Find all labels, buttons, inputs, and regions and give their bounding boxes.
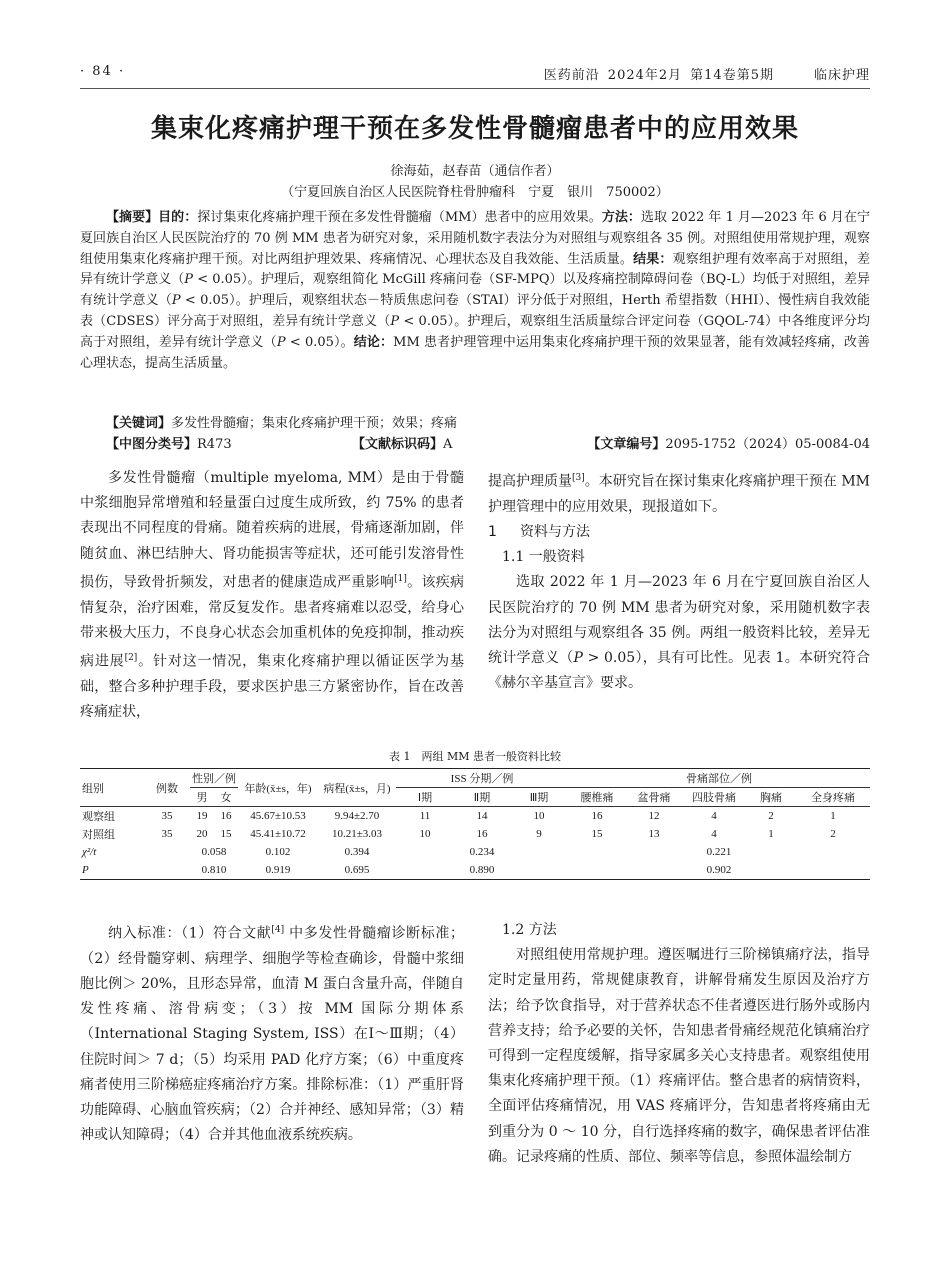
body-column-right	[488, 466, 870, 696]
volume-issue: 第14卷第5期	[690, 68, 774, 83]
intro-paragraph-cont: 提高护理质量[3]。本研究旨在探讨集束化疼痛护理干预在 MM 护理管理中的应用效果，现报道如下。	[488, 473, 870, 515]
objective-label: 目的：	[158, 210, 198, 225]
col-header: 胸痛	[746, 788, 796, 807]
col-header: Ⅱ期	[454, 788, 510, 807]
journal-name: 医药前沿	[543, 68, 600, 83]
article-number: 【文章编号】2095-1752（2024）05-0084-04	[587, 437, 870, 452]
article-authors: 徐海茹，赵春苗（通信作者）	[390, 164, 560, 179]
col-header: 例数	[144, 769, 190, 807]
col-header: Ⅲ期	[510, 788, 568, 807]
document-code: 【文献标识码】A	[352, 437, 453, 452]
method-label: 方法：	[601, 210, 641, 225]
intro-paragraph: 多发性骨髓瘤（multiple myeloma, MM）是由于骨髓中浆细胞异常增殖和轻量蛋白过度生成所致，约 75% 的患者表现出不同程度的骨痛。随着疾病的进展，骨痛逐渐加剧，伴随贫血、淋巴结肿大、肾功能损害等症状，还可能引发溶骨性损伤，导致骨折频发，对患者的健康造成严重影响[1]。该疾病情复杂，治疗困难，常反复发作。患者疼痛难以忍受，给身心带来极大压力，不良身心状态会加重机体的免疫抑制，推动疾病进展[2]。针对这一情况，集束化疼痛护理以循证医学为基础，整合多种护理手段，要求医护患三方紧密协作，旨在改善疼痛症状，	[80, 470, 465, 721]
abstract-method: 选取 2022 年 1 月—2023 年 6 月在宁夏回族自治区人民医院治疗的 70 例 MM 患者为研究对象，采用随机数字表法分为对照组与观察组各 35 例。对照组使用常规护理，观察组使用集束化疼痛护理干预。对比两组护理效果、疼痛情况、心理状态及自我效能、生活质量。	[80, 210, 870, 267]
abstract-conclusion: MM 患者护理管理中运用集束化疼痛护理干预的效果显著，能有效减轻疼痛，改善心理状态，提高生活质量。	[80, 334, 870, 371]
p-value-symbol: P	[390, 313, 400, 329]
article-title: 集束化疼痛护理干预在多发性骨髓瘤患者中的应用效果	[150, 114, 799, 144]
table-row: 对照组 35 20 15 45.41±10.72 10.21±3.03 10 16 9 15 13 4 1 2	[82, 828, 836, 841]
body-column-left	[80, 466, 464, 725]
abstract-result: 观察组护理有效率高于对照组，差异有统计学意义（	[80, 251, 870, 288]
subsection-heading: 1.2 方法	[502, 922, 557, 938]
p-value-symbol: P	[276, 334, 286, 350]
abstract-result: < 0.05）。护理后，观察组简化 McGill 疼痛问卷（SF-MPQ）以及疼痛控制障碍问卷（BQ-L）均低于对照组，差异有统计学意义（	[80, 272, 870, 309]
col-header: 性别／例	[190, 769, 238, 788]
col-header: 病程(x̄±s，月)	[318, 769, 396, 807]
method-paragraph: 对照组使用常规护理。遵医嘱进行三阶梯镇痛疗法，指导定时定量用药，常规健康教育，讲解骨痛发生原因及治疗方法；给予饮食指导，对于营养状态不佳者遵医进行肠外或肠内营养支持；给予必要的关怀，告知患者骨痛经规范化镇痛治疗可得到一定程度缓解，指导家属多关心支持患者。观察组使用集束化疼痛护理干预。（1）疼痛评估。整合患者的病情资料，全面评估疼痛情况，用 VAS 疼痛评分，告知患者将疼痛由无到重分为 0 ～ 10 分，自行选择疼痛的数字，确保患者评估准确。记录疼痛的性质、部位、频率等信息，参照体温绘制方	[488, 947, 870, 1165]
keywords	[80, 412, 870, 431]
abstract	[80, 208, 870, 374]
citation: [1]	[394, 573, 407, 584]
table-caption: 表 1 两组 MM 患者一般资料比较	[388, 750, 561, 763]
col-header: 骨痛部位／例	[568, 769, 870, 788]
running-header	[80, 64, 870, 84]
p-value-symbol: P	[184, 272, 194, 288]
general-data-paragraph: 选取 2022 年 1 月—2023 年 6 月在宁夏回族自治区人民医院治疗的 70 例 MM 患者为研究对象，采用随机数字表法分为对照组与观察组各 35 例。两组一般资料比较，差异无统计学意义（P > 0.05），具有可比性。见表 1。本研究符合《赫尔辛基宣言》要求。	[488, 574, 870, 692]
col-header: 腰椎痛	[568, 788, 626, 807]
header-rule	[80, 88, 870, 89]
criteria-paragraph: 纳入标准：（1）符合文献[4] 中多发性骨髓瘤诊断标准；（2）经骨髓穿刺、病理学、细胞学等检查确诊，骨髓中浆细胞比例＞ 20%，且形态异常，血清 M 蛋白含量升高，伴随自发性疼痛、溶骨病变；（3）按 MM 国际分期体系（International Staging System, ISS）在Ⅰ～Ⅲ期；（4）住院时间＞ 7 d；（5）均采用 PAD 化疗方案；（6）中重度疼痛者使用三阶梯癌症疼痛治疗方案。排除标准：（1）严重肝肾功能障碍、心脑血管疾病；（2）合并神经、感知异常；（3）精神或认知障碍；（4）合并其他血液系统疾病。	[80, 925, 464, 1144]
citation: [4]	[271, 925, 285, 935]
col-header: 组别	[80, 769, 144, 807]
col-header: 年龄(x̄±s，年)	[238, 769, 318, 807]
col-header: ISS 分期／例	[396, 769, 568, 788]
subsection-heading: 1.1 一般资料	[502, 549, 585, 566]
abstract-result: < 0.05）。护理后，观察组状态－特质焦虑问卷（STAI）评分低于对照组，Herth 希望指数（HHI）、慢性病自我效能表（CDSES）评分高于对照组，差异有统计学意义（	[80, 293, 870, 329]
p-row: P 0.810 0.919 0.695 0.890 0.902	[80, 861, 870, 880]
citation: [2]	[124, 653, 138, 664]
col-header: 全身疼痛	[796, 788, 870, 807]
page-number: · 84 ·	[80, 64, 126, 79]
p-value-symbol: P	[171, 293, 181, 309]
clc-number: 【中图分类号】R473	[106, 437, 232, 452]
conclusion-label: 结论：	[353, 334, 394, 350]
abstract-result: < 0.05）。护理后，观察组生活质量综合评定问卷（GQOL-74）中各维度评分均高于对照组，差异有统计学意义（	[80, 313, 871, 350]
section-heading: 1 资料与方法	[488, 524, 590, 541]
keywords-label: 【关键词】	[106, 416, 172, 431]
result-label: 结果：	[633, 251, 673, 267]
journal-info	[536, 64, 870, 83]
classification-line	[80, 433, 870, 453]
author-affiliation: （宁夏回族自治区人民医院脊柱骨肿瘤科 宁夏 银川 750002）	[281, 185, 669, 200]
baseline-table	[80, 768, 870, 880]
body-column-right-lower	[488, 918, 870, 1170]
body-column-left-lower	[80, 918, 464, 1148]
col-header: 女	[214, 788, 238, 807]
issue-date: 2024年2月	[607, 68, 683, 83]
col-header: 盆骨痛	[626, 788, 682, 807]
abstract-objective: 探讨集束化疼痛护理干预在多发性骨髓瘤（MM）患者中的应用效果。	[197, 210, 602, 225]
stat-row: χ²/t 0.058 0.102 0.394 0.234 0.221	[82, 846, 732, 858]
keywords-text: 多发性骨髓瘤；集束化疼痛护理干预；效果；疼痛	[171, 416, 458, 431]
col-header: 男	[190, 788, 214, 807]
citation: [3]	[572, 473, 585, 483]
col-header: Ⅰ期	[396, 788, 454, 807]
abstract-result: < 0.05）。	[285, 334, 354, 350]
col-header: 四肢骨痛	[682, 788, 746, 807]
abstract-label: 【摘要】	[106, 210, 159, 225]
journal-section: 临床护理	[813, 68, 870, 83]
table-row: 观察组 35 19 16 45.67±10.53 9.94±2.70 11 14 10 16 12 4 2 1	[82, 810, 836, 823]
